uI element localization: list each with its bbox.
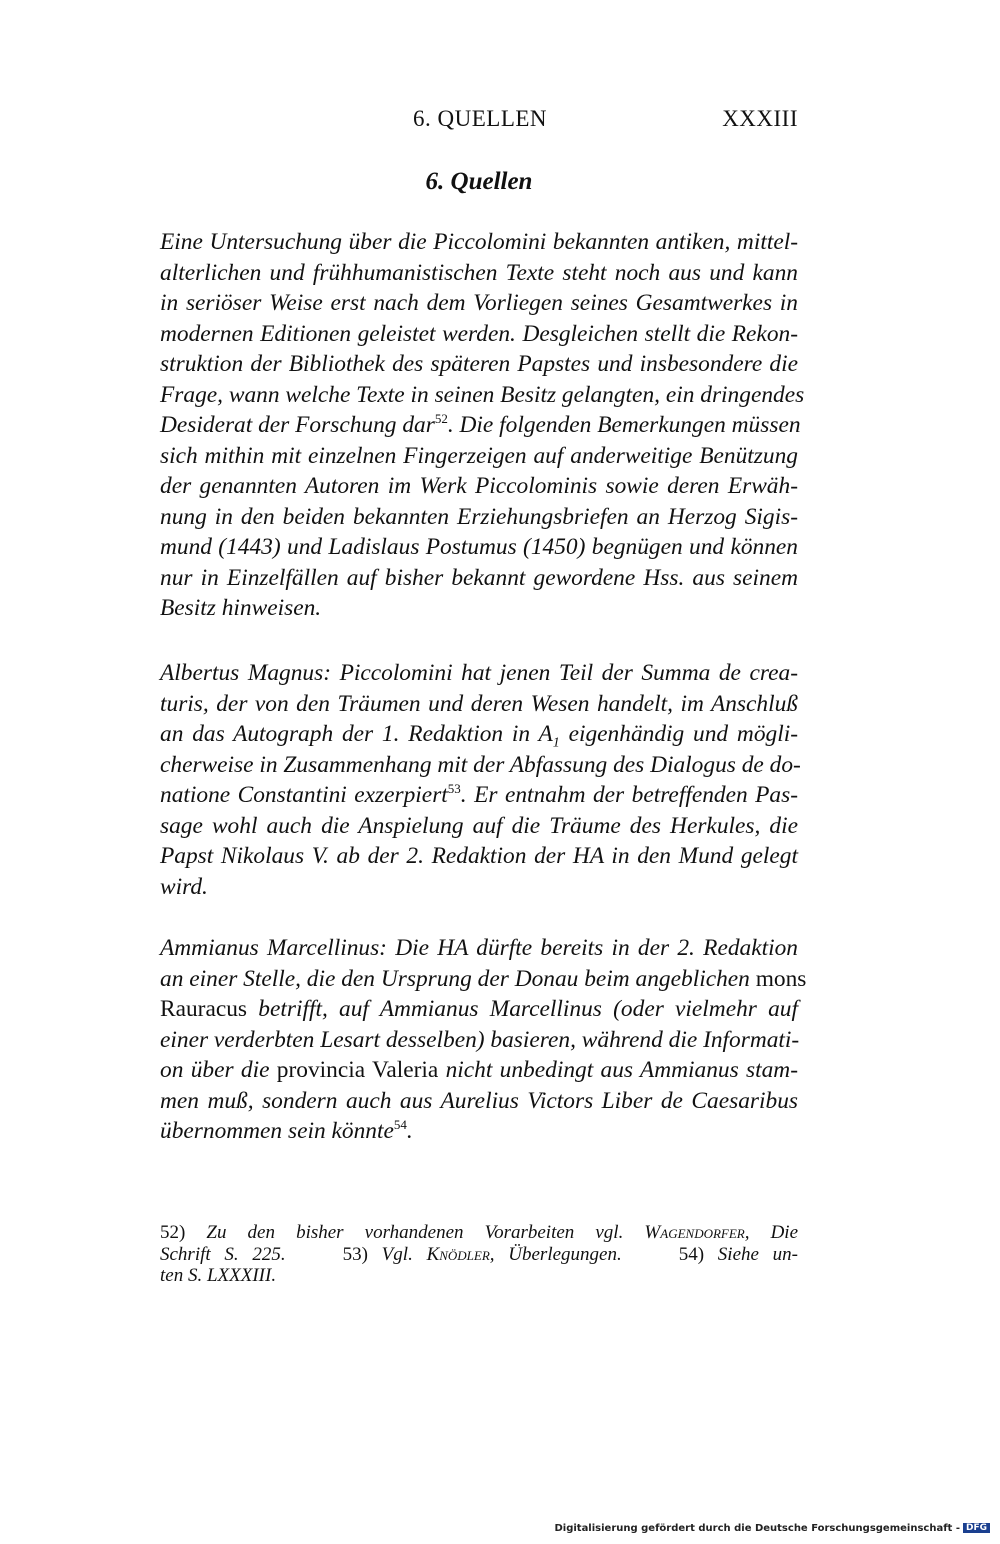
text-segment: Desiderat der Forschung dar <box>160 412 435 438</box>
footnote-ref-52[interactable]: 52 <box>434 411 448 427</box>
text-line: Ammianus Marcellinus: Die HA dürfte bereits in der 2. Redaktion <box>160 935 798 961</box>
text-line <box>160 994 798 1025</box>
text-segment: an einer Stelle, die den Ursprung der Donau beim angeblichen <box>160 965 756 992</box>
text-segment: . <box>406 1118 413 1144</box>
credit-text: Digitalisierung gefördert durch die Deutsche Forschungsgemeinschaft - <box>554 1523 960 1534</box>
subscript: 1 <box>552 735 560 751</box>
text-line: cherweise in Zusammenhang mit der Abfassung des Dialogus de do- <box>160 751 801 778</box>
text-line: alterlichen und frühhumanistischen Texte steht noch aus und kann <box>160 259 798 286</box>
footnote-text: , Die <box>744 1222 798 1243</box>
footnote-text: Siehe un- <box>704 1243 798 1265</box>
running-head <box>160 106 798 140</box>
text-line: Frage, wann welche Texte in seinen Besitz gelangten, ein dringendes <box>160 381 805 408</box>
text-line: mund (1443) und Ladislaus Postumus (1450) begnügen und können <box>160 534 798 560</box>
roman-term: provincia Valeria <box>276 1057 439 1083</box>
digitization-credit <box>554 1523 990 1534</box>
text-segment: nicht unbedingt aus Ammianus stam- <box>438 1057 798 1083</box>
footnote-line <box>160 1244 798 1266</box>
text-line: struktion der Bibliothek des späteren Papstes und insbesondere die <box>160 351 798 377</box>
section-title: 6. Quellen <box>425 168 533 195</box>
footnote-line <box>160 1222 798 1244</box>
footnote-line: ten S. LXXXIII. <box>160 1265 277 1286</box>
text-line <box>160 1055 798 1086</box>
text-line: einer verderbten Lesart desselben) basieren, während die Informati- <box>160 1026 800 1053</box>
text-line: nur in Einzelfällen auf bisher bekannt gewordene Hss. aus seinem <box>160 564 798 591</box>
text-line: der genannten Autoren im Werk Piccolominis sowie deren Erwäh- <box>160 473 798 499</box>
running-head-section: 6. QUELLEN <box>413 106 548 131</box>
text-line: wird. <box>160 873 208 900</box>
text-line: Eine Untersuchung über die Piccolomini bekannten antiken, mittel- <box>160 229 798 255</box>
footnote-number-52: 52) <box>160 1222 186 1243</box>
text-line: in seriöser Weise erst nach dem Vorliegen seines Gesamtwerkes in <box>160 290 798 316</box>
text-segment: . Er entnahm der betreffenden Pas- <box>460 782 799 808</box>
text-segment: betrifft, auf Ammianus Marcellinus (oder vielmehr auf <box>247 996 798 1022</box>
text-line <box>160 1116 798 1147</box>
roman-term: Rauracus <box>160 996 248 1022</box>
footnote-number-53: 53) <box>342 1243 368 1265</box>
author-name: Wagendorfer <box>644 1222 745 1243</box>
footnote-ref-53[interactable]: 53 <box>447 781 461 797</box>
text-line: turis, der von den Träumen und deren Wesen handelt, im Anschluß <box>160 690 798 717</box>
footnote-text: Zu den bisher vorhandenen Vorarbeiten vgl. <box>185 1222 645 1243</box>
text-line <box>160 964 807 995</box>
footnote-text: , Überlegungen. <box>489 1243 622 1265</box>
text-line <box>160 780 798 811</box>
text-line: sage wohl auch die Anspielung auf die Träume des Herkules, die <box>160 812 798 839</box>
author-name: Knödler <box>426 1243 490 1265</box>
text-line: Albertus Magnus: Piccolomini hat jenen Teil der Summa de crea- <box>160 660 798 686</box>
paragraph-albertus-magnus <box>160 658 801 902</box>
text-segment: natione Constantini exzerpiert <box>160 782 448 808</box>
text-line <box>160 410 801 441</box>
text-segment: eigenhändig und mögli- <box>559 721 799 747</box>
text-segment: . Die folgenden Bemerkungen müssen <box>447 412 801 438</box>
text-line: Papst Nikolaus V. ab der 2. Redaktion der HA in den Mund gelegt <box>160 843 798 869</box>
text-line: sich mithin mit einzelnen Fingerzeigen auf anderweitige Benützung <box>160 442 798 469</box>
footnote-text: Schrift S. 225. <box>160 1243 286 1265</box>
text-line: Besitz hinweisen. <box>160 595 322 621</box>
paragraph-intro <box>160 227 805 624</box>
text-line <box>160 719 798 750</box>
dfg-logo: DFG <box>963 1523 990 1533</box>
footnotes <box>160 1222 798 1287</box>
page-number: XXXIII <box>722 106 798 131</box>
footnote-text: Vgl. <box>367 1243 427 1265</box>
text-line: modernen Editionen geleistet werden. Desgleichen stellt die Rekon- <box>160 320 798 347</box>
text-segment: on über die <box>160 1057 277 1083</box>
roman-term: mons <box>755 965 807 992</box>
paragraph-ammianus <box>160 933 807 1147</box>
text-segment: übernommen sein könnte <box>160 1118 394 1144</box>
footnote-number-54: 54) <box>678 1243 705 1265</box>
text-line: men muß, sondern auch aus Aurelius Victors Liber de Caesaribus <box>160 1087 798 1114</box>
text-line: nung in den beiden bekannten Erziehungsbriefen an Herzog Sigis- <box>160 503 798 530</box>
text-segment: an das Autograph der 1. Redaktion in A <box>160 721 553 747</box>
footnote-ref-54[interactable]: 54 <box>393 1117 407 1133</box>
